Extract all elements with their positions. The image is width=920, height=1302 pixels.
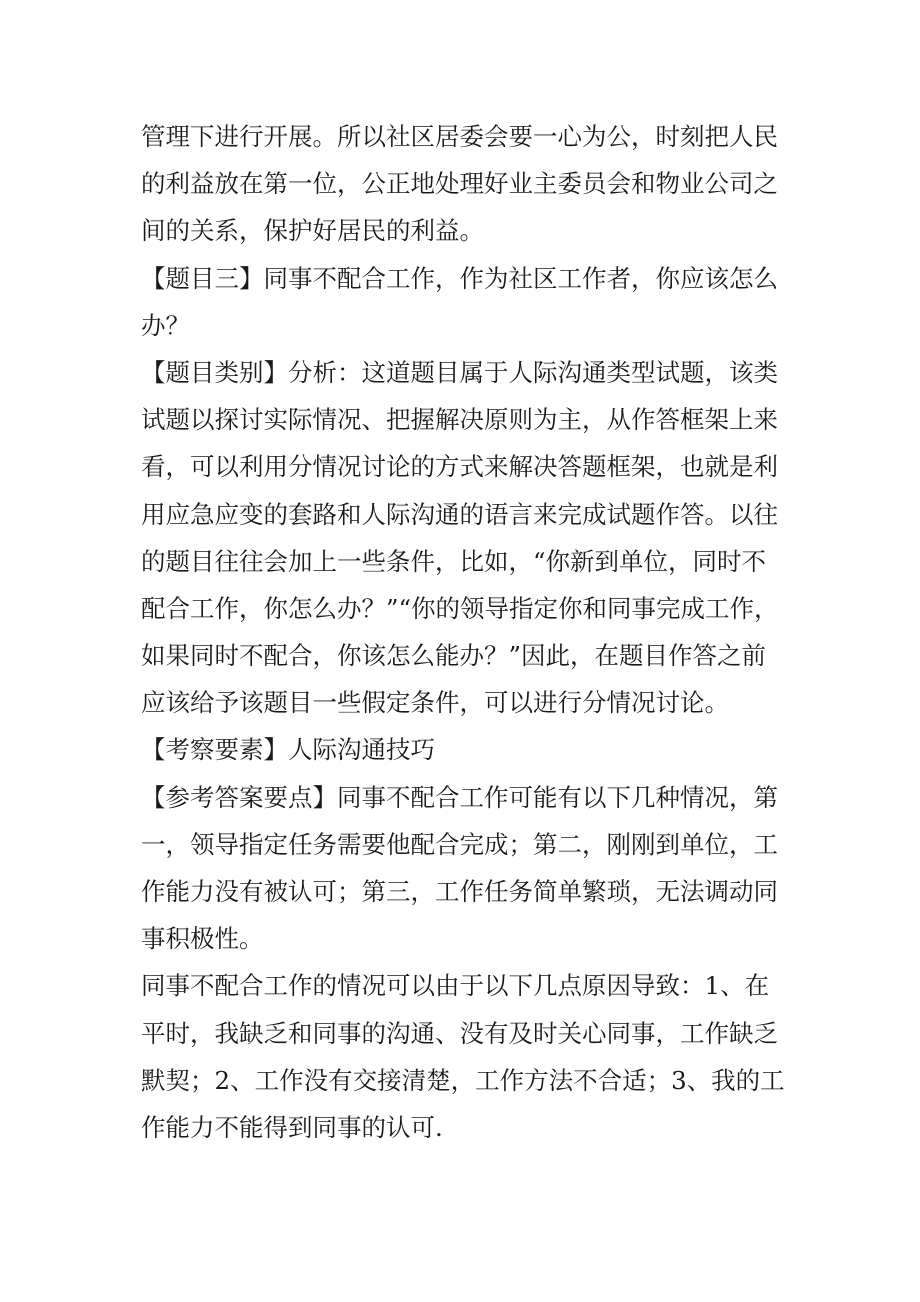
text-line: 试题以探讨实际情况、把握解决原则为主，从作答框架上来 [141,405,778,435]
category-heading: 【题目类别】分析：这道题目属于人际沟通类型试题，该类 [141,357,778,387]
text-line: 的题目往往会加上一些条件，比如，“你新到单位，同时不 [141,546,767,576]
text-line: 作能力没有被认可；第三，工作任务简单繁琐，无法调动同 [141,877,778,906]
text-line: 平时，我缺乏和同事的沟通、没有及时关心同事，工作缺乏 [141,1018,778,1048]
text-line: 默契；2、工作没有交接清楚，工作方法不合适；3、我的工 [141,1065,785,1095]
question-heading: 【题目三】同事不配合工作，作为社区工作者，你应该怎么 [141,263,778,293]
text-line: 配合工作，你怎么办？”“你的领导指定你和同事完成工作， [141,593,779,623]
text-line: 办？ [141,310,190,340]
text-line: 的利益放在第一位，公正地处理好业主委员会和物业公司之 [141,169,778,199]
answer-heading: 【参考答案要点】同事不配合工作可能有以下几种情况，第 [141,782,778,812]
text-line: 间的关系，保护好居民的利益。 [141,216,484,246]
elements-heading: 【考察要素】人际沟通技巧 [141,735,435,765]
text-line: 一，领导指定任务需要他配合完成；第二，刚刚到单位，工 [141,829,778,859]
text-line: 如果同时不配合，你该怎么能办？”因此，在题目作答之前 [141,641,767,671]
text-line: 事积极性。 [141,924,264,954]
text-line: 同事不配合工作的情况可以由于以下几点原因导致：1、在 [141,971,770,1001]
text-line: 管理下进行开展。所以社区居委会要一心为公，时刻把人民 [141,122,778,151]
text-line: 看，可以利用分情况讨论的方式来解决答题框架，也就是利 [141,452,778,482]
text-line: 应该给予该题目一些假定条件，可以进行分情况讨论。 [141,688,729,718]
text-line: 作能力不能得到同事的认可. [141,1112,443,1142]
text-line: 用应急应变的套路和人际沟通的语言来完成试题作答。以往 [141,499,778,529]
document-body [141,113,791,1151]
